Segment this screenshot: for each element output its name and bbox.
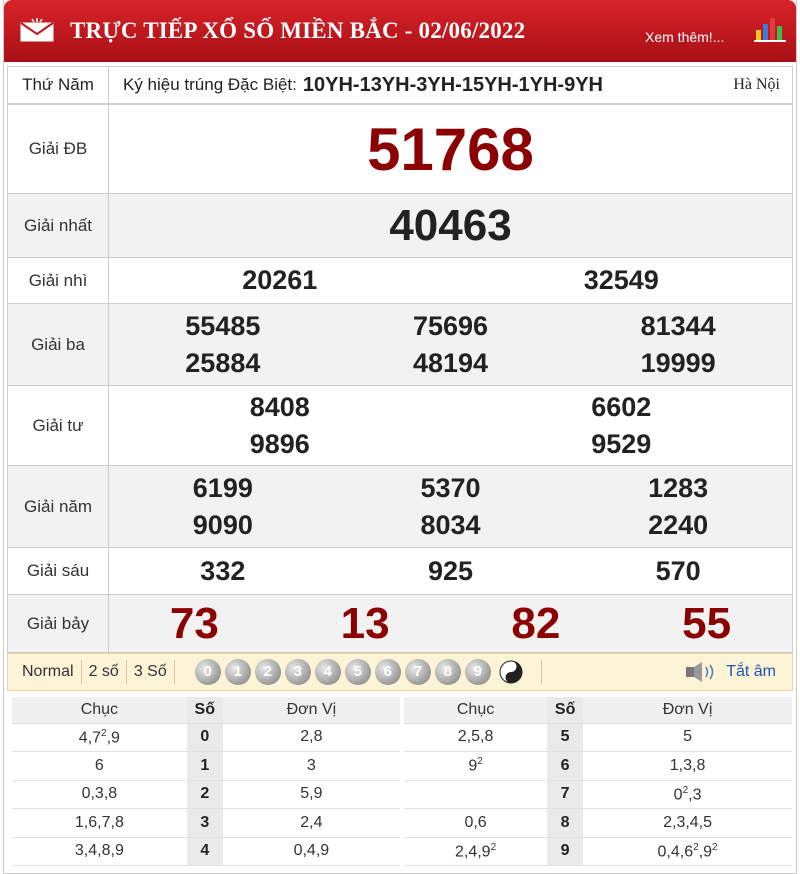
prize-number: 2240 [648, 509, 709, 540]
prize-label: Giải bảy [8, 595, 109, 653]
normal-mode-button[interactable]: Normal [8, 660, 82, 684]
prize-row-nhi [8, 258, 793, 304]
loto-donvi-cell: $0^2,3$ [583, 780, 792, 809]
yin-yang-icon[interactable] [499, 660, 523, 684]
loto-row [404, 780, 792, 809]
loto-row [12, 723, 400, 752]
city-label: Hà Nội [733, 76, 780, 93]
loto-so-cell: 6 [547, 752, 583, 781]
prize-label: Giải năm [8, 466, 109, 548]
prize-number: 55 [682, 598, 732, 648]
prize-label: Giải sáu [8, 548, 109, 595]
prize-row-ba [8, 304, 793, 386]
loto-chuc-cell: 1,6,7,8 [12, 809, 187, 838]
loto-row [404, 809, 792, 838]
prize-label: Giải nhất [8, 194, 109, 258]
loto-table-left [12, 697, 400, 866]
mute-label: Tắt âm [726, 663, 776, 680]
prize-number: 25884 [185, 347, 261, 378]
prize-number: 9090 [192, 509, 253, 540]
prize-label: Giải tư [8, 386, 109, 466]
loto-donvi-cell: 0,4,9 [223, 837, 400, 866]
see-more-link[interactable]: Xem thêm!... [645, 29, 725, 45]
prize-number: 20261 [242, 265, 318, 295]
speaker-icon [684, 662, 720, 682]
three-digit-mode-button[interactable]: 3 Số [127, 660, 175, 684]
loto-row [12, 780, 400, 809]
two-digit-mode-button[interactable]: 2 số [82, 660, 127, 684]
mail-icon [20, 18, 54, 42]
loto-donvi-cell: 5,9 [223, 780, 400, 809]
loto-so-cell: 4 [187, 837, 223, 866]
loto-table-right [404, 697, 792, 866]
loto-chuc-cell: $4,7^2,9$ [12, 723, 187, 752]
digit-ball-6[interactable]: 6 [375, 659, 401, 685]
digit-ball-8[interactable]: 8 [435, 659, 461, 685]
prize-number: 925 [427, 555, 474, 586]
loto-row [12, 809, 400, 838]
special-code-label: Ký hiệu trúng Đặc Biệt: [123, 75, 297, 94]
prize-number: 82 [511, 598, 561, 648]
loto-chuc-cell: 0,6 [404, 809, 547, 838]
prize-number: 55485 [185, 310, 261, 341]
loto-donvi-cell: 2,4 [223, 809, 400, 838]
digit-ball-4[interactable]: 4 [315, 659, 341, 685]
digit-ball-5[interactable]: 5 [345, 659, 371, 685]
loto-row [404, 723, 792, 752]
header-bar [4, 0, 796, 62]
prize-number: 51768 [367, 115, 534, 183]
prize-number: 73 [169, 598, 219, 648]
prize-number: 6602 [591, 391, 652, 422]
loto-so-cell: 5 [547, 723, 583, 752]
toolbar-divider [541, 660, 542, 684]
prize-row-nam [8, 466, 793, 548]
col-header-donvi: Đơn Vị [223, 697, 400, 723]
loto-chuc-cell: 2,5,8 [404, 723, 547, 752]
prize-number: 332 [200, 555, 246, 586]
prize-label: Giải nhì [8, 258, 109, 304]
col-header-so: Số [187, 697, 223, 723]
digit-filter-group [195, 659, 523, 685]
loto-chuc-cell: $9^2$ [404, 752, 547, 781]
prize-number: 1283 [648, 472, 709, 503]
prize-number: 40463 [389, 200, 512, 250]
col-header-chuc: Chục [12, 697, 187, 723]
digit-ball-7[interactable]: 7 [405, 659, 431, 685]
prize-row-db [8, 105, 793, 194]
prize-number: 13 [340, 598, 390, 648]
prize-number: 8034 [420, 509, 481, 540]
prize-number: 570 [655, 555, 701, 586]
loto-chuc-cell: 6 [12, 752, 187, 781]
special-code-value: 10YH-13YH-3YH-15YH-1YH-9YH [302, 73, 603, 96]
loto-donvi-cell: 2,8 [223, 723, 400, 752]
loto-so-cell: 9 [547, 837, 583, 866]
digit-ball-2[interactable]: 2 [255, 659, 281, 685]
prize-number: 9529 [591, 428, 652, 459]
loto-row [404, 837, 792, 866]
prize-row-bay [8, 595, 793, 653]
loto-chuc-cell: 0,3,8 [12, 780, 187, 809]
loto-row [12, 752, 400, 781]
prize-label: Giải ĐB [8, 105, 109, 194]
loto-donvi-cell: 3 [223, 752, 400, 781]
info-row [7, 66, 793, 104]
loto-chuc-cell [404, 780, 547, 809]
display-toolbar [7, 653, 793, 691]
loto-header-row [404, 697, 792, 723]
prize-number: 5370 [420, 472, 481, 503]
loto-so-cell: 1 [187, 752, 223, 781]
prize-row-sau [8, 548, 793, 595]
loto-so-cell: 8 [547, 809, 583, 838]
digit-ball-3[interactable]: 3 [285, 659, 311, 685]
loto-header-row [12, 697, 400, 723]
mute-toggle[interactable] [684, 662, 776, 682]
loto-tables [12, 697, 792, 866]
digit-ball-1[interactable]: 1 [225, 659, 251, 685]
loto-donvi-cell: $0,4,6^2,9^2$ [583, 837, 792, 866]
prize-number: 19999 [640, 347, 716, 378]
prize-number: 32549 [583, 265, 659, 295]
col-header-donvi: Đơn Vị [583, 697, 792, 723]
page-title: TRỰC TIẾP XỔ SỐ MIỀN BẮC - 02/06/2022 [70, 18, 526, 43]
loto-donvi-cell: 1,3,8 [583, 752, 792, 781]
col-header-so: Số [547, 697, 583, 723]
prize-row-nhat [8, 194, 793, 258]
loto-so-cell: 2 [187, 780, 223, 809]
loto-donvi-cell: 2,3,4,5 [583, 809, 792, 838]
prize-number: 9896 [249, 428, 310, 459]
result-panel [3, 0, 797, 874]
prize-number: 8408 [249, 391, 310, 422]
prize-number: 81344 [640, 310, 716, 341]
digit-ball-0[interactable]: 0 [195, 659, 221, 685]
loto-donvi-cell: 5 [583, 723, 792, 752]
loto-so-cell: 3 [187, 809, 223, 838]
loto-so-cell: 0 [187, 723, 223, 752]
prize-number: 6199 [192, 472, 253, 503]
weekday-label: Thứ Năm [8, 67, 109, 103]
loto-chuc-cell: 3,4,8,9 [12, 837, 187, 866]
loto-row [12, 837, 400, 866]
prize-row-tu [8, 386, 793, 466]
prize-number: 48194 [412, 347, 489, 378]
col-header-chuc: Chục [404, 697, 547, 723]
loto-row [404, 752, 792, 781]
loto-chuc-cell: 2,4,9$^2$ [404, 837, 547, 866]
loto-so-cell: 7 [547, 780, 583, 809]
prize-number: 75696 [412, 310, 489, 341]
chart-bars-icon[interactable] [754, 14, 786, 42]
results-table [7, 104, 793, 653]
prize-label: Giải ba [8, 304, 109, 386]
digit-ball-9[interactable]: 9 [465, 659, 491, 685]
